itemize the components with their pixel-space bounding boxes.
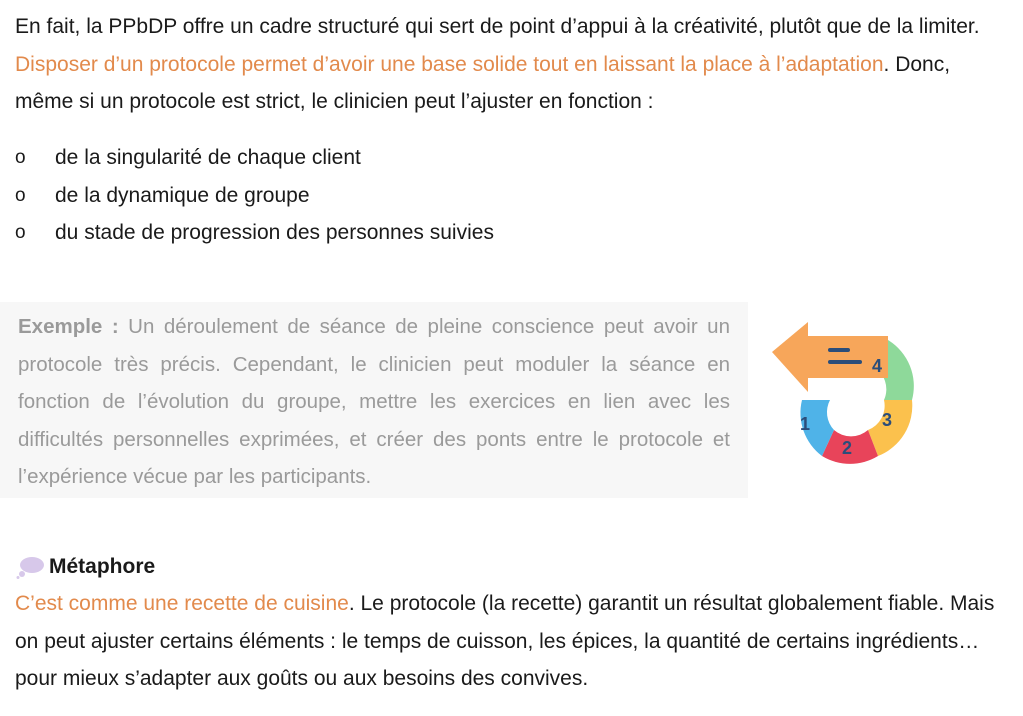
metaphor-highlight: C’est comme une recette de cuisine [15,592,349,615]
intro-text-end: . Donc, même si un protocole est strict, le clinicien peut l’ajuster en fonction : [15,52,951,113]
list-item [15,177,494,215]
metaphor-title: Métaphore [49,555,156,578]
list-item [15,139,494,177]
cycle-label-2: 2 [842,438,853,458]
intro-text-start: En fait, la PPbDP offre un cadre structuré qui sert de point d’appui à la créativité, plutôt que de la limiter. [15,15,980,38]
bullet-marker: o [15,147,26,168]
bullet-marker: o [15,222,26,243]
bullet-list [15,139,494,252]
metaphor-paragraph [15,585,1010,698]
bullet-marker: o [15,184,26,206]
list-item [15,214,494,252]
cycle-label-1: 1 [800,414,811,434]
metaphor-heading [15,548,155,585]
list-item-text: de la dynamique de groupe [55,183,310,207]
arrow-line [828,348,850,352]
list-item-text: de la singularité de chaque client [55,146,361,169]
cycle-label-3: 3 [882,410,893,430]
list-item-text: du stade de progression des personnes suivies [55,221,494,244]
thought-bubble-icon [15,555,45,579]
example-paragraph [18,308,730,496]
example-label: Exemple : [18,315,119,338]
metaphor-text: . Le protocole (la recette) garantit un résultat globalement fiable. Mais on peut ajuster certains éléments : le temps de cuisson, les épices, la quantité de certains ingrédients… pour mieux s’adapter aux goûts ou aux besoins des convives. [15,592,995,690]
cycle-arrow [772,322,888,392]
example-text: Un déroulement de séance de pleine conscience peut avoir un protocole très précis. Cependant, le clinicien peut moduler la séance en fonction de l’évolution du groupe, mettre les exercices en lien avec les difficultés personnelles exprimées, et créer des ponts entre le protocole et l’expérience vécue par les participants. [18,315,730,488]
intro-paragraph [15,8,1010,121]
intro-highlight: Disposer d’un protocole permet d’avoir une base solide tout en laissant la place à l’adaptation [15,52,884,76]
cycle-steps-icon [768,318,916,474]
arrow-line [828,360,862,364]
cycle-label-4: 4 [872,356,883,376]
